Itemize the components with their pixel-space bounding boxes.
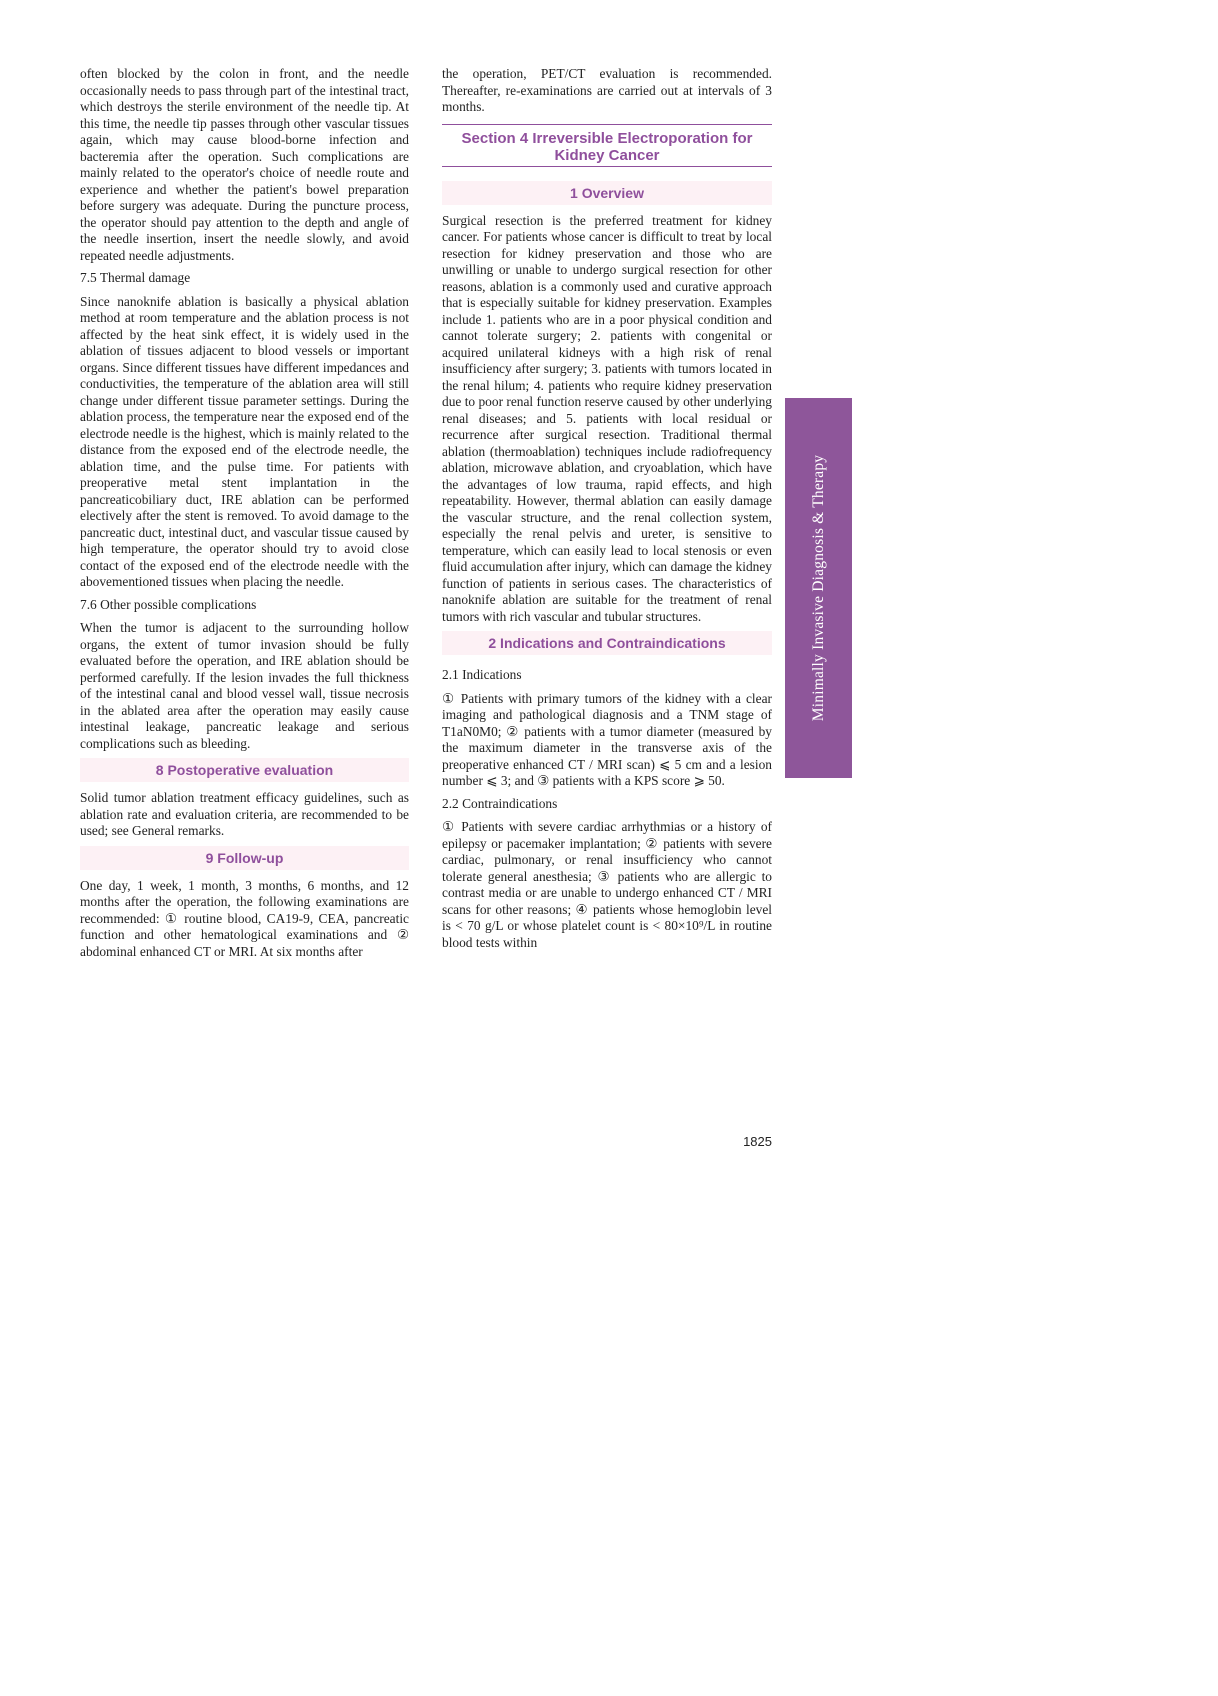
paragraph-continued: the operation, PET/CT evaluation is recommended. Thereafter, re-examinations are carried out at intervals of 3 months. [442, 66, 772, 114]
heading-1-overview: 1 Overview [442, 181, 772, 205]
paragraph-8: Solid tumor ablation treatment efficacy guidelines, such as ablation rate and evaluation criteria, are recommended to be used; see General remarks. [80, 790, 409, 838]
journal-side-tab [785, 398, 852, 778]
paragraph-9: One day, 1 week, 1 month, 3 months, 6 months, and 12 months after the operation, the following examinations are recommended: ① routine blood, CA19-9, CEA, pancreatic function and other hematological examinations and ② abdominal enhanced CT or MRI. At six months after [80, 877, 409, 959]
paragraph-intro: often blocked by the colon in front, and the needle occasionally needs to pass through part of the intestinal tract, which destroys the sterile environment of the needle tip. At this time, the needle tip passes through other vascular tissues again, which may cause blood-borne infection and bacteremia after the operation. Such complications are mainly related to the operator's choice of needle route and experience and whether the patient's bowel preparation before surgery was adequate. During the puncture process, the operator should pay attention to the depth and angle of the needle insertion, insert the needle slowly, and avoid repeated needle adjustments. [80, 66, 409, 263]
subheading-7-5: 7.5 Thermal damage [80, 270, 191, 285]
paragraph-7-6: When the tumor is adjacent to the surrounding hollow organs, the extent of tumor invasion should be fully evaluated before the operation, and IRE ablation should be performed carefully. If the lesion invades the full thickness of the intestinal canal and blood vessel wall, tissue necrosis in the ablated area after the operation may easily cause intestinal leakage, pancreatic leakage and serious complications such as bleeding. [80, 620, 409, 751]
heading-8-postoperative-evaluation: 8 Postoperative evaluation [80, 758, 409, 782]
subheading-2-2: 2.2 Contraindications [442, 795, 558, 811]
section-4-title: Section 4 Irreversible Electroporation for Kidney Cancer [442, 124, 772, 167]
heading-2-indications-contraindications: 2 Indications and Contraindications [442, 631, 772, 655]
paragraph-2-2: ① Patients with severe cardiac arrhythmias or a history of epilepsy or pacemaker implantation; ② patients with severe cardiac, pulmonary, or renal insufficiency who cannot tolerate general anesthesia; ③ patients who are allergic to contrast media or are unable to undergo enhanced CT / MRI scans for other reasons; ④ patients whose hemoglobin level is < 70 g/L or whose platelet count is < 80×10⁹/L in routine blood tests within [442, 819, 772, 950]
paragraph-1-overview: Surgical resection is the preferred treatment for kidney cancer. For patients whose cancer is difficult to treat by local resection for kidney preservation and those who are unwilling or unable to undergo surgical resection for other reasons, ablation is a commonly used and curative approach that is especially suitable for kidney preservation. Examples include 1. patients who are in a poor physical condition and cannot tolerate surgery; 2. patients with congenital or acquired unilateral kidneys with a high risk of renal insufficiency after surgery; 3. patients with tumors located in the renal hilum; 4. patients who require kidney preservation due to poor renal function reserve caused by other underlying renal diseases; and 5. patients with local residual or recurrence after surgical resection. Traditional thermal ablation (thermoablation) techniques include radiofrequency ablation, microwave ablation, and cryoablation, which have the advantages of low trauma, rapid effects, and high repeatability. However, thermal ablation can easily damage the vascular structure, and the renal collection system, especially the renal pelvis and ureter, is sensitive to temperature, which can easily lead to local stenosis or even fluid accumulation after injury, which can damage the kidney function of patients in serious cases. The characteristics of nanoknife ablation are suitable for the treatment of renal tumors with rich vascular and tubular structures. [442, 212, 772, 624]
paragraph-2-1: ① Patients with primary tumors of the kidney with a clear imaging and pathological diagnosis and a TNM stage of T1aN0M0; ② patients with a tumor diameter (measured by the maximum diameter in the transverse axis of the preoperative enhanced CT / MRI scan) ⩽ 5 cm and a lesion number ⩽ 3; and ③ patients with a KPS score ⩾ 50. [442, 690, 772, 788]
subheading-2-1: 2.1 Indications [442, 667, 522, 682]
left-column [80, 66, 409, 966]
heading-9-follow-up: 9 Follow-up [80, 846, 409, 870]
paragraph-7-5: Since nanoknife ablation is basically a physical ablation method at room temperature and the ablation process is not affected by the heat sink effect, it is widely used in the ablation of tissues adjacent to blood vessels or important organs. Since different tissues have different impedances and conductivities, the temperature of the ablation area will still change under different tissue parameter settings. During the ablation process, the temperature near the exposed end of the electrode needle is the highest, which is mainly related to the distance from the exposed end of the electrode needle, the ablation time, and the pulse time. For patients with preoperative metal stent implantation in the pancreaticobiliary duct, IRE ablation can be performed electively after the stent is removed. To avoid damage to the pancreatic duct, intestinal duct, and vascular tissue caused by high temperature, the operator should try to avoid close contact of the exposed end of the electrode needle with the abovementioned tissues when placing the needle. [80, 293, 409, 589]
right-column [442, 66, 772, 957]
journal-side-tab-label: Minimally Invasive Diagnosis & Therapy [809, 454, 827, 722]
subheading-7-6: 7.6 Other possible complications [80, 596, 257, 612]
page-number: 1825 [743, 1134, 772, 1149]
